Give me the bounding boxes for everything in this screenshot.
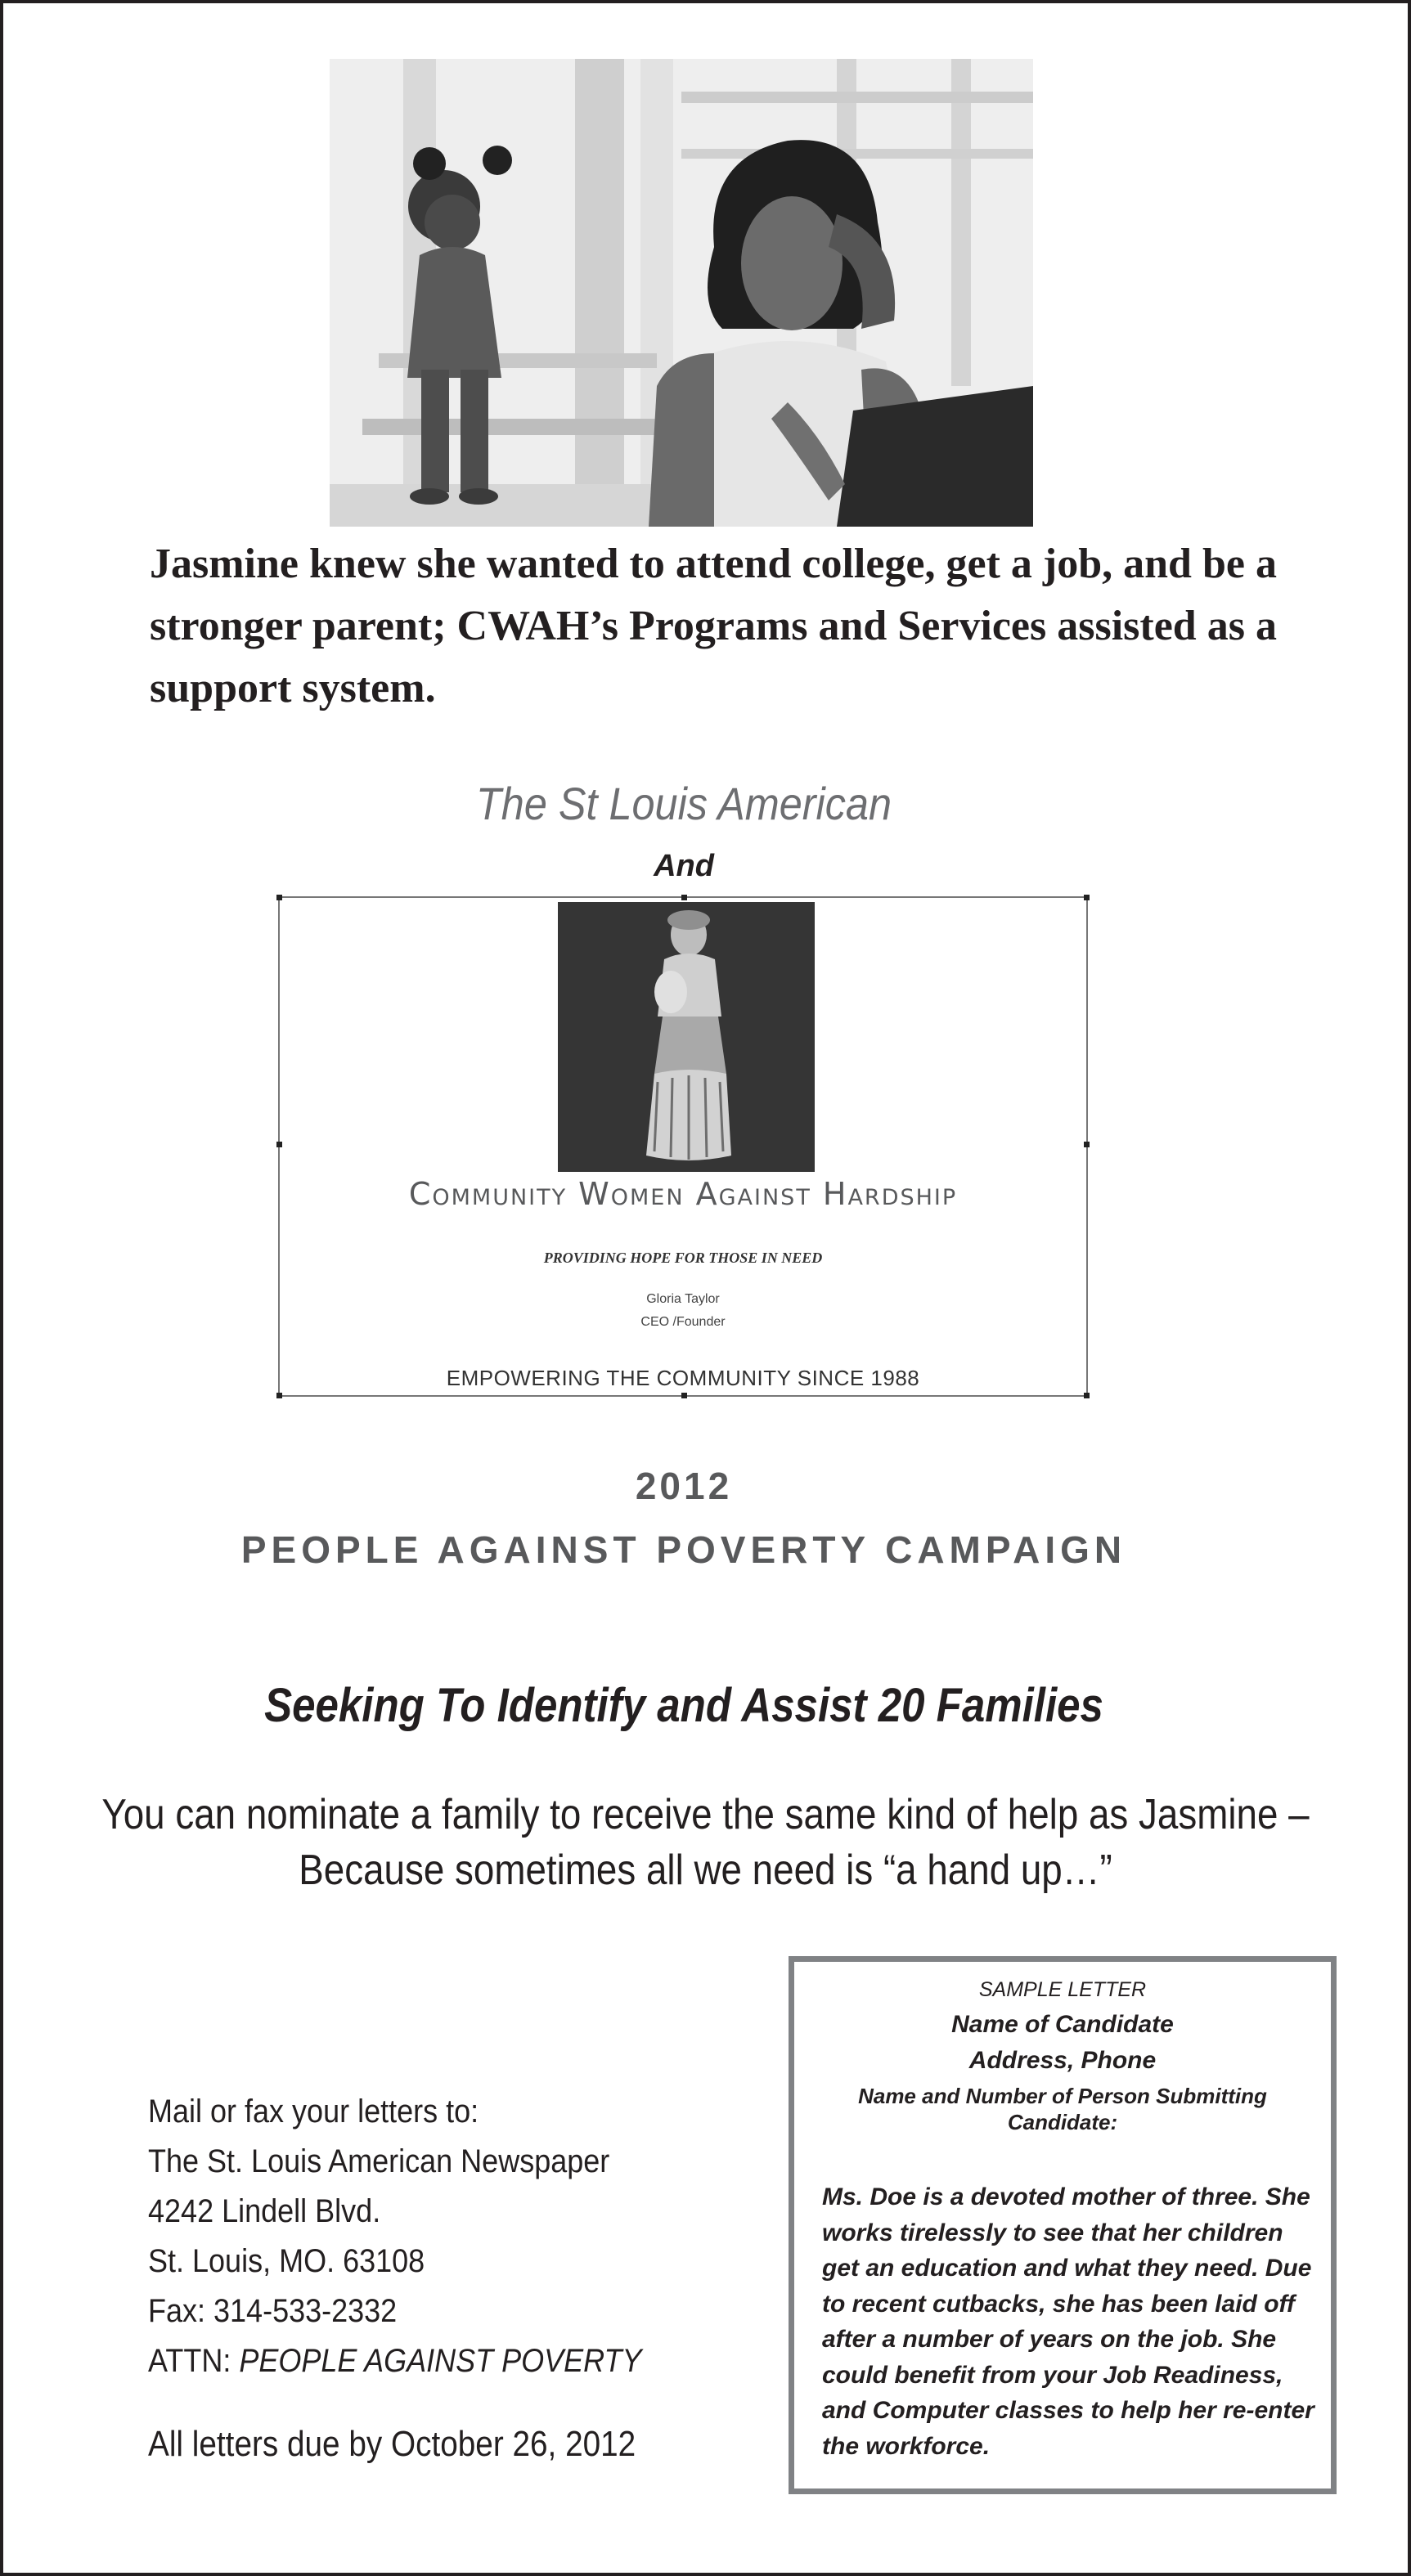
founder-title: CEO /Founder — [640, 1315, 726, 1329]
mail-city: St. Louis, MO. 63108 — [148, 2243, 425, 2279]
selection-handle — [276, 1142, 282, 1147]
sample-letter-submitter: Name and Number of Person Submitting Candidate: — [858, 2084, 1267, 2134]
mail-recipient: The St. Louis American Newspaper — [148, 2143, 610, 2179]
mail-attn — [148, 2336, 708, 2386]
sample-letter-address: Address, Phone — [968, 2047, 1157, 2074]
selection-handle — [1084, 1142, 1090, 1147]
selection-handle — [1084, 1393, 1090, 1398]
nominate-line-2: Because sometimes all we need is “a hand up…” — [299, 1847, 1112, 1894]
campaign-title: PEOPLE AGAINST POVERTY CAMPAIGN — [240, 1528, 1127, 1571]
selection-handle — [681, 895, 687, 900]
family-photo — [330, 59, 1033, 527]
nominate-line-1: You can nominate a family to receive the same kind of help as Jasmine – — [101, 1791, 1310, 1838]
empowering-since-line: EMPOWERING THE COMMUNITY SINCE 1988 — [446, 1366, 920, 1390]
sample-letter-title: SAMPLE LETTER — [978, 1978, 1147, 2001]
nominate-callout — [85, 1787, 1327, 1898]
campaign-year: 2012 — [635, 1465, 733, 1507]
organization-name: Community Women Against Hardship — [408, 1176, 958, 1212]
selection-handle — [1084, 895, 1090, 900]
mother-child-statue-image — [558, 902, 815, 1172]
sample-letter-body: Ms. Doe is a devoted mother of three. She works tirelessly to see that her children get an education and what they need. Due to recent cutbacks, she has been laid off after a number of years on the job. She could benefit from your Job Readiness, and Computer classes to help her re-enter the workforce. — [822, 2183, 1314, 2460]
selection-handle — [276, 895, 282, 900]
due-date: All letters due by October 26, 2012 — [148, 2424, 636, 2464]
mail-intro: Mail or fax your letters to: — [148, 2094, 479, 2129]
sample-letter-box — [789, 1956, 1337, 2494]
organization-tagline: PROVIDING HOPE FOR THOSE IN NEED — [543, 1250, 823, 1266]
sample-letter-candidate: Name of Candidate — [951, 2011, 1174, 2038]
selection-handle — [276, 1393, 282, 1398]
headline-paragraph: Jasmine knew she wanted to attend college, get a job, and be a stronger parent; CWAH’s Programs and Services assisted as a support system. — [150, 541, 1277, 711]
attn-value: PEOPLE AGAINST POVERTY — [239, 2343, 642, 2379]
mailing-address-block — [148, 2087, 708, 2386]
organization-logo — [278, 896, 1088, 1397]
selection-handle — [681, 1393, 687, 1398]
founder-name: Gloria Taylor — [646, 1292, 720, 1306]
mail-fax: Fax: 314-533-2332 — [148, 2293, 398, 2329]
and-label: And — [654, 849, 714, 883]
seeking-heading: Seeking To Identify and Assist 20 Families — [264, 1679, 1103, 1732]
attn-label: ATTN: — [148, 2343, 240, 2379]
mail-street: 4242 Lindell Blvd. — [148, 2193, 381, 2229]
newspaper-name: The St Louis American — [476, 778, 892, 829]
